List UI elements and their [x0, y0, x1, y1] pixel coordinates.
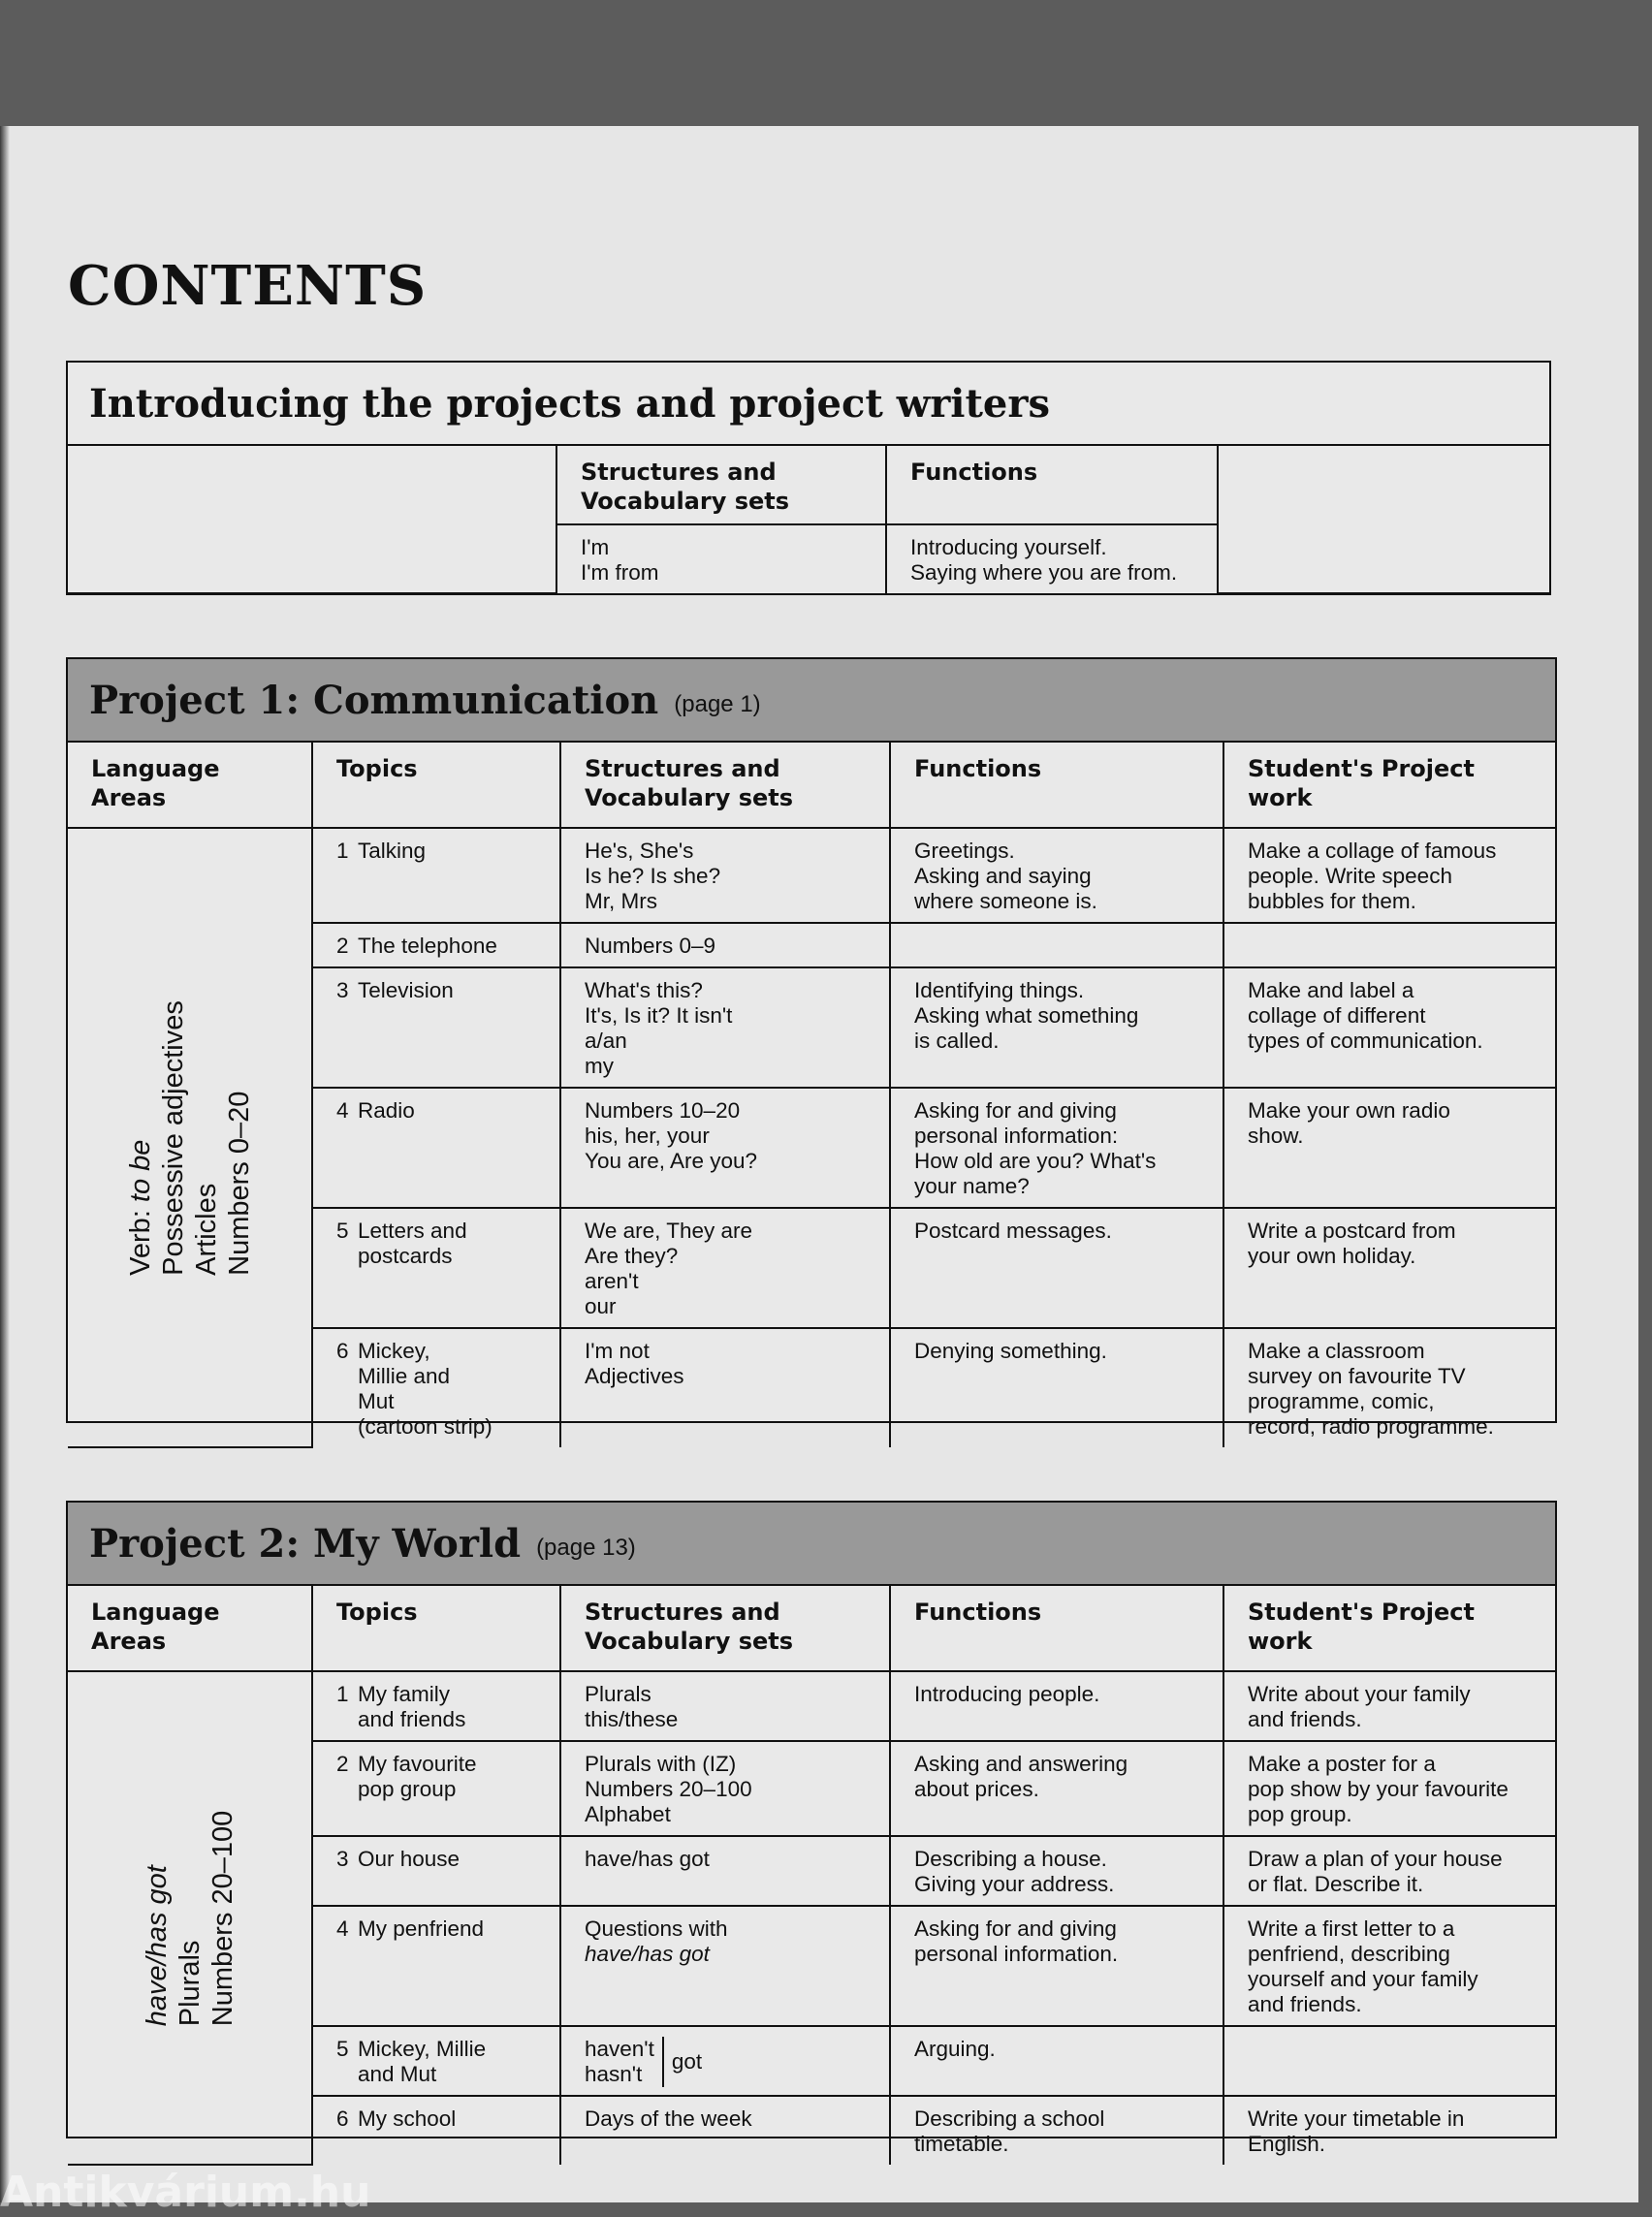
p2-topic-5: 5 Mickey, Millie and Mut — [312, 2026, 560, 2096]
p1-functions-6: Denying something. — [890, 1328, 1223, 1447]
p1-functions-5: Postcard messages. — [890, 1208, 1223, 1328]
p1-topic-2: 2 The telephone — [312, 923, 560, 967]
intro-header — [68, 363, 1549, 446]
p2-functions-3: Describing a house. Giving your address. — [890, 1836, 1223, 1906]
p2-functions-6: Describing a school timetable. — [890, 2096, 1223, 2165]
p2-topic-3: 3 Our house — [312, 1836, 560, 1906]
p2-structures-6: Days of the week — [560, 2096, 890, 2165]
p2-functions-5: Arguing. — [890, 2026, 1223, 2096]
p1-col-work: Student's Project work — [1223, 743, 1555, 828]
p1-functions-1: Greetings. Asking and saying where someone is. — [890, 828, 1223, 923]
p1-topic-3: 3 Television — [312, 967, 560, 1088]
p2-structures-1: Plurals this/these — [560, 1671, 890, 1741]
intro-functions: Introducing yourself. Saying where you are from. — [886, 524, 1218, 593]
project2-page: (page 13) — [536, 1535, 636, 1561]
project1-page: (page 1) — [674, 691, 761, 717]
p2-functions-1: Introducing people. — [890, 1671, 1223, 1741]
p1-language-areas — [68, 828, 312, 1447]
p1-work-1: Make a collage of famous people. Write speech bubbles for them. — [1223, 828, 1555, 923]
p2-col-work: Student's Project work — [1223, 1586, 1555, 1671]
watermark: Antikvárium.hu — [0, 2168, 371, 2217]
p1-work-6: Make a classroom survey on favourite TV programme, comic, record, radio programme. — [1223, 1328, 1555, 1447]
p2-topic-4: 4 My penfriend — [312, 1906, 560, 2026]
p2-structures-2: Plurals with (IZ) Numbers 20–100 Alphabet — [560, 1741, 890, 1836]
project1-table — [68, 743, 1555, 1448]
p1-functions-2 — [890, 923, 1223, 967]
project2-section — [66, 1501, 1557, 2156]
p1-functions-4: Asking for and giving personal information: How old are you? What's your name? — [890, 1088, 1223, 1208]
p1-structures-6: I'm not Adjectives — [560, 1328, 890, 1447]
p1-structures-5: We are, They are Are they? aren't our — [560, 1208, 890, 1328]
p1-topic-5: 5 Letters and postcards — [312, 1208, 560, 1328]
p1-area-articles: Articles — [190, 1183, 222, 1276]
p1-col-areas: Language Areas — [68, 743, 312, 828]
p2-topic-1: 1 My family and friends — [312, 1671, 560, 1741]
intro-empty-left — [68, 446, 556, 593]
p1-col-functions: Functions — [890, 743, 1223, 828]
intro-col-functions: Functions — [886, 446, 1218, 524]
page-title: CONTENTS — [68, 254, 428, 318]
p1-structures-2: Numbers 0–9 — [560, 923, 890, 967]
p2-functions-4: Asking for and giving personal information. — [890, 1906, 1223, 2026]
p1-topic-6: 6 Mickey, Millie and Mut (cartoon strip) — [312, 1328, 560, 1447]
p1-functions-3: Identifying things. Asking what something is called. — [890, 967, 1223, 1088]
p2-structures-4: Questions with have/has got — [560, 1906, 890, 2026]
p2-functions-2: Asking and answering about prices. — [890, 1741, 1223, 1836]
intro-table — [68, 446, 1549, 594]
p1-work-5: Write a postcard from your own holiday. — [1223, 1208, 1555, 1328]
project2-title: Project 2: My World — [89, 1520, 522, 1567]
p2-work-6: Write your timetable in English. — [1223, 2096, 1555, 2165]
p2-work-4: Write a first letter to a penfriend, describing yourself and your family and friends. — [1223, 1906, 1555, 2026]
p2-work-1: Write about your family and friends. — [1223, 1671, 1555, 1741]
p2-structures-3: have/has got — [560, 1836, 890, 1906]
p2-topic-2: 2 My favourite pop group — [312, 1741, 560, 1836]
p1-area-numbers: Numbers 0–20 — [223, 1091, 255, 1276]
project2-header — [68, 1503, 1555, 1586]
intro-structures: I'm I'm from — [556, 524, 886, 593]
project1-title: Project 1: Communication — [89, 677, 659, 723]
p2-col-functions: Functions — [890, 1586, 1223, 1671]
p1-work-3: Make and label a collage of different types of communication. — [1223, 967, 1555, 1088]
project2-table — [68, 1586, 1555, 2166]
p2-topic-6: 6 My school — [312, 2096, 560, 2165]
p1-work-2 — [1223, 923, 1555, 967]
project1-section — [66, 657, 1557, 1439]
p2-work-5 — [1223, 2026, 1555, 2096]
intro-col-structures: Structures and Vocabulary sets — [556, 446, 886, 524]
p1-area-verb: Verb: to be — [124, 1139, 156, 1276]
p2-work-2: Make a poster for a pop show by your favourite pop group. — [1223, 1741, 1555, 1836]
p1-col-topics: Topics — [312, 743, 560, 828]
intro-section — [66, 361, 1551, 595]
p1-topic-1: 1 Talking — [312, 828, 560, 923]
p1-area-possessive: Possessive adjectives — [157, 999, 189, 1276]
intro-heading: Introducing the projects and project writers — [89, 380, 1050, 427]
p2-structures-5: haven't hasn't got — [560, 2026, 890, 2096]
p1-col-structures: Structures and Vocabulary sets — [560, 743, 890, 828]
p2-area-plurals: Plurals — [174, 1940, 206, 2026]
p1-topic-4: 4 Radio — [312, 1088, 560, 1208]
page-edge — [0, 126, 10, 2202]
p2-col-areas: Language Areas — [68, 1586, 312, 1671]
project1-header — [68, 659, 1555, 743]
p2-col-topics: Topics — [312, 1586, 560, 1671]
p1-structures-1: He's, She's Is he? Is she? Mr, Mrs — [560, 828, 890, 923]
p1-work-4: Make your own radio show. — [1223, 1088, 1555, 1208]
intro-empty-right — [1218, 446, 1549, 593]
p2-col-structures: Structures and Vocabulary sets — [560, 1586, 890, 1671]
p2-work-3: Draw a plan of your house or flat. Describe it. — [1223, 1836, 1555, 1906]
p2-area-have-got: have/has got — [141, 1864, 173, 2026]
p2-area-numbers: Numbers 20–100 — [206, 1810, 238, 2026]
p1-structures-4: Numbers 10–20 his, her, your You are, Are you? — [560, 1088, 890, 1208]
p2-language-areas — [68, 1671, 312, 2165]
p1-structures-3: What's this? It's, Is it? It isn't a/an my — [560, 967, 890, 1088]
